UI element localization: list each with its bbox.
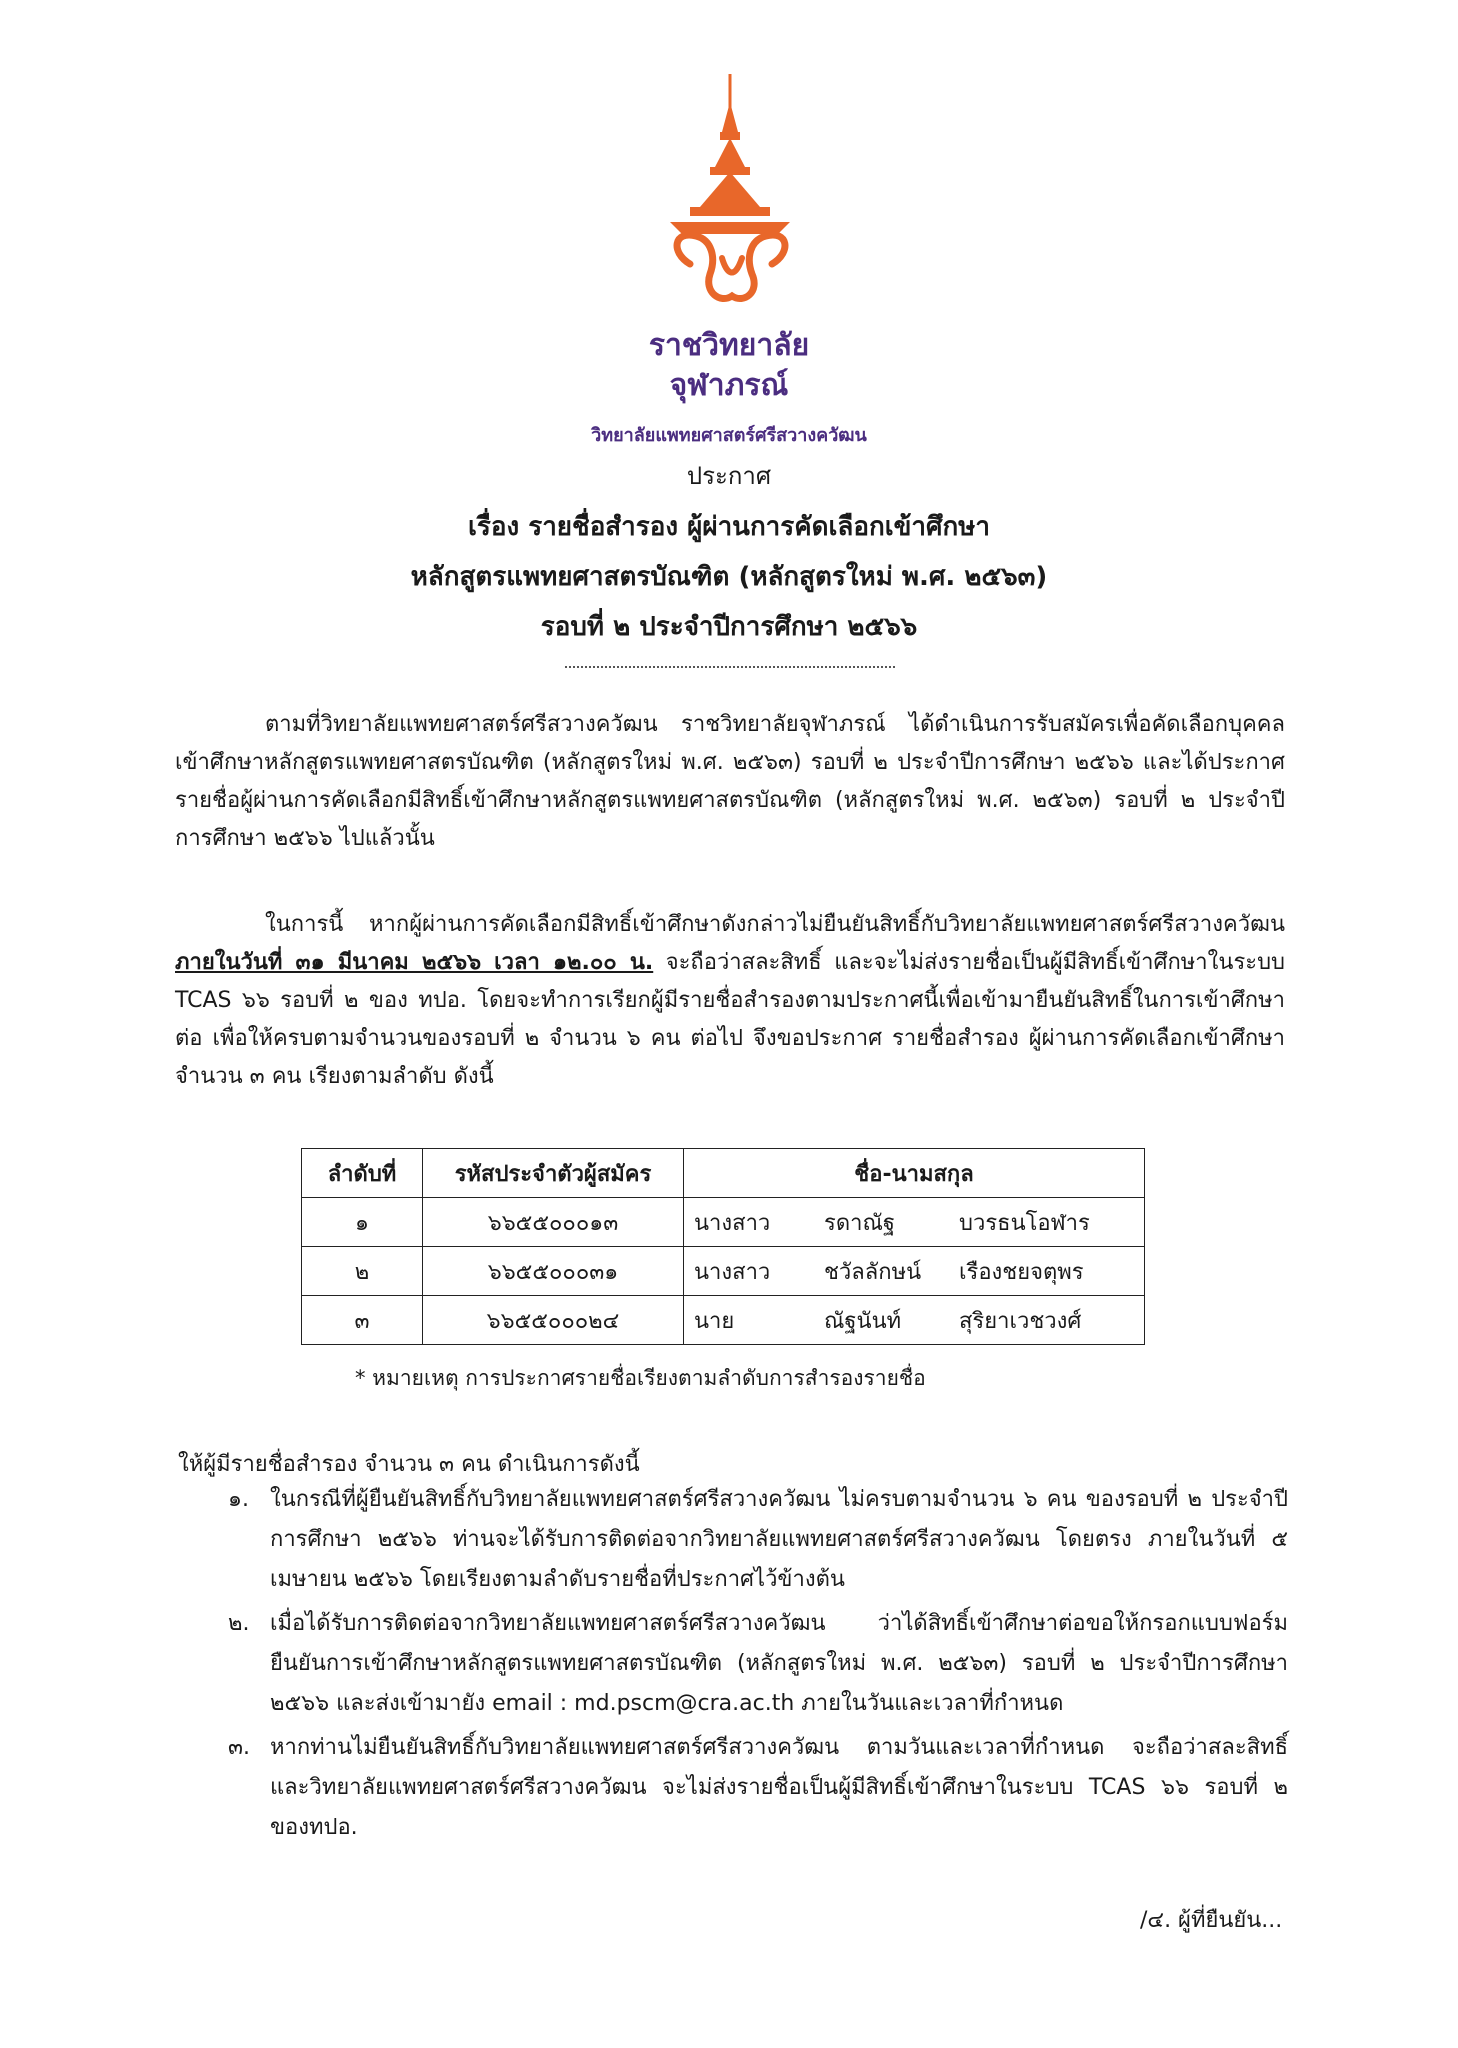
announcement-label: ประกาศ (686, 462, 772, 490)
first-name: ณัฐนันท์ (824, 1308, 902, 1334)
college-name: วิทยาลัยแพทยศาสตร์ศรีสวางควัฒน (591, 425, 867, 446)
table-row (302, 1198, 1145, 1247)
item-number: ๑. (228, 1487, 249, 1512)
header-order: ลำดับที่ (302, 1149, 423, 1198)
item-number: ๓. (228, 1735, 251, 1760)
list-item (228, 1728, 1288, 1848)
page-continuation: /๔. ผู้ที่ยืนยัน... (1140, 1908, 1283, 1933)
cell-applicant-id: ๖๖๕๕๐๐๐๑๓ (423, 1198, 684, 1247)
list-item (228, 1604, 1288, 1724)
dotted-divider (565, 666, 895, 668)
last-name: บวรธนโอฬาร (959, 1210, 1090, 1236)
first-name: ชวัลลักษน์ (824, 1259, 922, 1285)
last-name: เรืองชยจตุพร (959, 1259, 1084, 1285)
instructions-lead: ให้ผู้มีรายชื่อสำรอง จำนวน ๓ คน ดำเนินการดังนี้ (178, 1452, 640, 1477)
last-name: สุริยาเวชวงศ์ (959, 1308, 1082, 1334)
table-note: * หมายเหตุ การประกาศรายชื่อเรียงตามลำดับการสำรองรายชื่อ (355, 1366, 926, 1390)
paragraph-2 (175, 906, 1285, 1096)
reserve-candidates-table (301, 1148, 1145, 1345)
item-text: ในกรณีที่ผู้ยืนยันสิทธิ์กับวิทยาลัยแพทยศาสตร์ศรีสวางควัฒน ไม่ครบตามจำนวน ๖ คน ของรอบที่ ๒ ประจำปีการศึกษา ๒๕๖๖ ท่านจะได้รับการติดต่อจากวิทยาลัยแพทยศาสตร์ศรีสวางควัฒน โดยตรง ภายในวันที่ ๕ เมษายน ๒๕๖๖ โดยเรียงตามลำดับรายชื่อที่ประกาศไว้ข้างต้น (270, 1487, 1288, 1592)
org-name-line1: ราชวิทยาลัย (648, 328, 810, 363)
list-item (228, 1480, 1288, 1600)
cell-full-name (684, 1198, 1145, 1247)
paragraph-2-text-b: จะถือว่าสละสิทธิ์ และจะไม่ส่งรายชื่อเป็นผู้มีสิทธิ์เข้าศึกษาในระบบ TCAS ๖๖ รอบที่ ๒ ของ ทปอ. โดยจะทำการเรียกผู้มีรายชื่อสำรองตามประกาศนี้เพื่อเข้ามายืนยันสิทธิ์ในการเข้าศึกษาต่อ เพื่อให้ครบตามจำนวนของรอบที่ ๒ จำนวน ๖ คน ต่อไป จึงขอประกาศ รายชื่อสำรอง ผู้ผ่านการคัดเลือกเข้าศึกษา จำนวน ๓ คน เรียงตามลำดับ ดังนี้ (175, 950, 1285, 1089)
name-title: นางสาว (694, 1210, 771, 1236)
table-header-row (302, 1149, 1145, 1198)
name-title: นางสาว (694, 1259, 771, 1285)
cell-order: ๒ (302, 1247, 423, 1296)
table-row (302, 1296, 1145, 1345)
header-full-name: ชื่อ-นามสกุล (684, 1149, 1145, 1198)
paragraph-1 (175, 706, 1285, 858)
cell-order: ๓ (302, 1296, 423, 1345)
item-number: ๒. (228, 1611, 250, 1636)
paragraph-1-text: ตามที่วิทยาลัยแพทยศาสตร์ศรีสวางควัฒน ราชวิทยาลัยจุฬาภรณ์ ได้ดำเนินการรับสมัครเพื่อคัดเลือกบุคคลเข้าศึกษาหลักสูตรแพทยศาสตรบัณฑิต (หลักสูตรใหม่ พ.ศ. ๒๕๖๓) รอบที่ ๒ ประจำปีการศึกษา ๒๕๖๖ และได้ประกาศรายชื่อผู้ผ่านการคัดเลือกมีสิทธิ์เข้าศึกษาหลักสูตรแพทยศาสตรบัณฑิต (หลักสูตรใหม่ พ.ศ. ๒๕๖๓) รอบที่ ๒ ประจำปีการศึกษา ๒๕๖๖ ไปแล้วนั้น (175, 712, 1285, 851)
paragraph-2-text-a: ในการนี้ หากผู้ผ่านการคัดเลือกมีสิทธิ์เข้าศึกษาดังกล่าวไม่ยืนยันสิทธิ์กับวิทยาลัยแพทยศาสตร์ศรีสวางควัฒน (265, 912, 1285, 937)
instructions-list (228, 1480, 1288, 1852)
announcement-title-line1: เรื่อง รายชื่อสำรอง ผู้ผ่านการคัดเลือกเข้าศึกษา (468, 512, 990, 542)
announcement-title-line3: รอบที่ ๒ ประจำปีการศึกษา ๒๕๖๖ (540, 612, 918, 642)
first-name: รดาณัฐ (824, 1210, 896, 1236)
cell-full-name (684, 1247, 1145, 1296)
table-row (302, 1247, 1145, 1296)
name-title: นาย (694, 1308, 735, 1334)
item-text: หากท่านไม่ยืนยันสิทธิ์กับวิทยาลัยแพทยศาสตร์ศรีสวางควัฒน ตามวันและเวลาที่กำหนด จะถือว่าสละสิทธิ์ และวิทยาลัยแพทยศาสตร์ศรีสวางควัฒน จะไม่ส่งรายชื่อเป็นผู้มีสิทธิ์เข้าศึกษาในระบบ TCAS ๖๖ รอบที่ ๒ ของทปอ. (270, 1735, 1288, 1840)
header-applicant-id: รหัสประจำตัวผู้สมัคร (423, 1149, 684, 1198)
college-emblem-icon (660, 72, 800, 322)
cell-full-name (684, 1296, 1145, 1345)
org-name-line2: จุฬาภรณ์ (669, 368, 789, 403)
cell-applicant-id: ๖๖๕๕๐๐๐๓๑ (423, 1247, 684, 1296)
cell-order: ๑ (302, 1198, 423, 1247)
item-text: เมื่อได้รับการติดต่อจากวิทยาลัยแพทยศาสตร์ศรีสวางควัฒน ว่าได้สิทธิ์เข้าศึกษาต่อขอให้กรอกแบบฟอร์มยืนยันการเข้าศึกษาหลักสูตรแพทยศาสตรบัณฑิต (หลักสูตรใหม่ พ.ศ. ๒๕๖๓) รอบที่ ๒ ประจำปีการศึกษา ๒๕๖๖ และส่งเข้ามายัง email : md.pscm@cra.ac.th ภายในวันและเวลาที่กำหนด (270, 1611, 1288, 1716)
announcement-title-line2: หลักสูตรแพทยศาสตรบัณฑิต (หลักสูตรใหม่ พ.ศ. ๒๕๖๓) (410, 562, 1048, 592)
cell-applicant-id: ๖๖๕๕๐๐๐๒๔ (423, 1296, 684, 1345)
deadline-highlight: ภายในวันที่ ๓๑ มีนาคม ๒๕๖๖ เวลา ๑๒.๐๐ น. (175, 950, 654, 975)
